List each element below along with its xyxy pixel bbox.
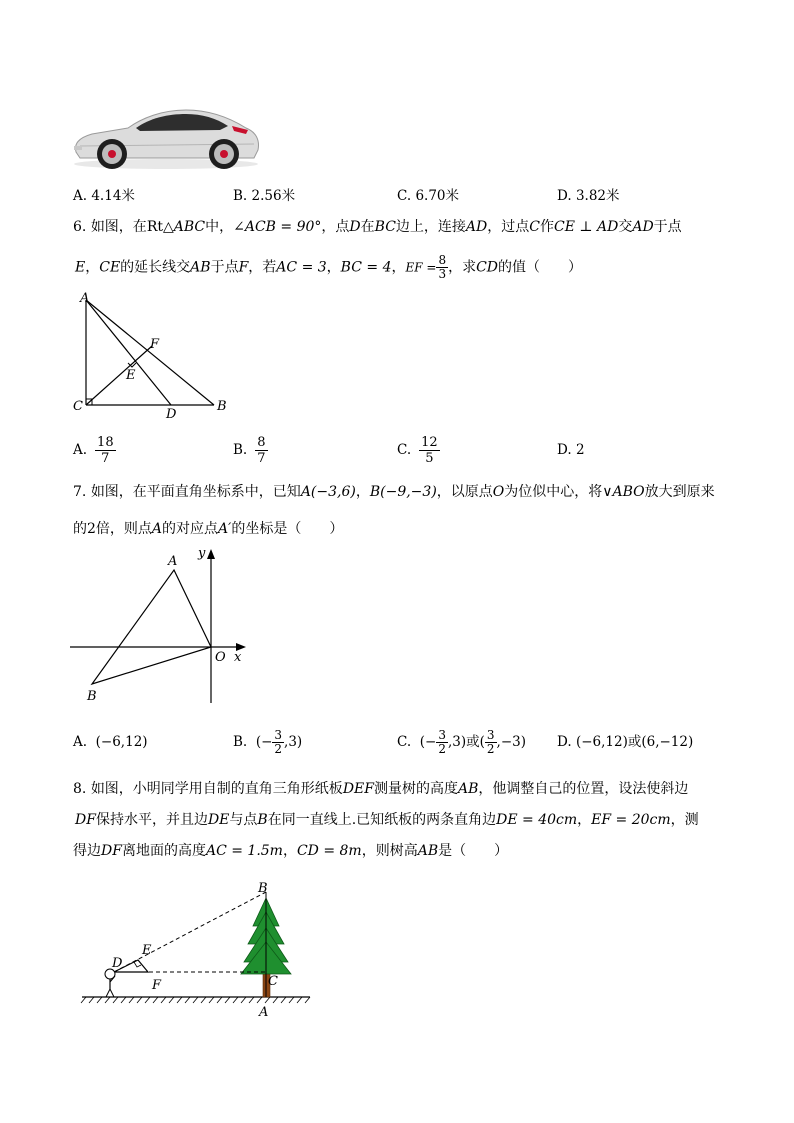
q6-label-c: C (73, 399, 83, 414)
q8-line-1: 8. 如图，小明同学用自制的直角三角形纸板DEF测量树的高度AB，他调整自己的位置，设法使斜边 (73, 781, 689, 797)
q6-line-1: 6. 如图，在Rt△ABC中，∠ACB = 90°，点D在BC边上，连接AD，过点C作CE ⊥ AD交AD于点 (73, 219, 682, 235)
q8-label-b: B (258, 881, 268, 896)
q6-option-a: A. $\frac{18}{7}$ (73, 434, 114, 466)
q6-line-2: E，CE的延长线交AB于点F，若AC = 3，BC = 4，EF = $\frac{8}{3}$ ，求CD的值（ ） (75, 253, 583, 281)
q8-figure (76, 876, 316, 1022)
q7-line-1: 7. 如图，在平面直角坐标系中，已知A(−3,6)，B(−9,−3)，以原点O为位似中心，将∨ABO放大到原来 (73, 484, 715, 500)
q6-ef-fraction: $\frac{8}{3}$ (438, 253, 447, 281)
q5-option-a: A. 4.14米 (73, 188, 135, 204)
q6-label-a: A (80, 291, 90, 306)
q8-label-c: C (268, 974, 278, 989)
q8-label-f: F (152, 978, 162, 993)
q6-option-b: B. $\frac{8}{7}$ (233, 434, 266, 466)
q7-label-o: O (215, 650, 226, 665)
q8-line-2: DF保持水平，并且边DE与点B在同一直线上.已知纸板的两条直角边DE = 40cm，EF = 20cm，测 (75, 812, 699, 828)
q7-option-c: C. (− $\frac{3}{2}$ ,3) 或 ( $\frac{3}{2}$ ,−3) (397, 727, 527, 756)
q8-label-e: E (142, 943, 152, 958)
q8-label-a: A (259, 1005, 269, 1020)
q7-label-y: y (198, 546, 206, 561)
q6-label-f: F (150, 337, 160, 352)
q6-figure (66, 286, 236, 422)
q6-label-e: E (126, 368, 136, 383)
q7-option-d: D. (−6,12)或(6,−12) (557, 734, 694, 750)
q7-label-a: A (168, 554, 178, 569)
q8-label-d: D (112, 956, 123, 971)
q6-option-d: D. 2 (557, 442, 585, 458)
q7-label-b: B (87, 689, 97, 704)
q6-label-b: B (217, 399, 227, 414)
q7-label-x: x (234, 650, 242, 665)
car-image (70, 100, 262, 172)
q6-label-d: D (166, 407, 177, 422)
q5-option-b: B. 2.56米 (233, 188, 296, 204)
q7-line-2: 的2倍，则点A的对应点A′的坐标是（ ） (73, 521, 344, 537)
q7-option-a: A. (−6,12) (73, 734, 148, 750)
q7-option-b: B. (− $\frac{3}{2}$ ,3) (233, 727, 303, 756)
q5-option-d: D. 3.82米 (557, 188, 620, 204)
q6-option-c: C. $\frac{12}{5}$ (397, 434, 438, 466)
q8-line-3: 得边DF离地面的高度AC = 1.5m，CD = 8m，则树高AB是（ ） (73, 843, 509, 859)
q7-figure (70, 543, 250, 708)
q5-option-c: C. 6.70米 (397, 188, 459, 204)
